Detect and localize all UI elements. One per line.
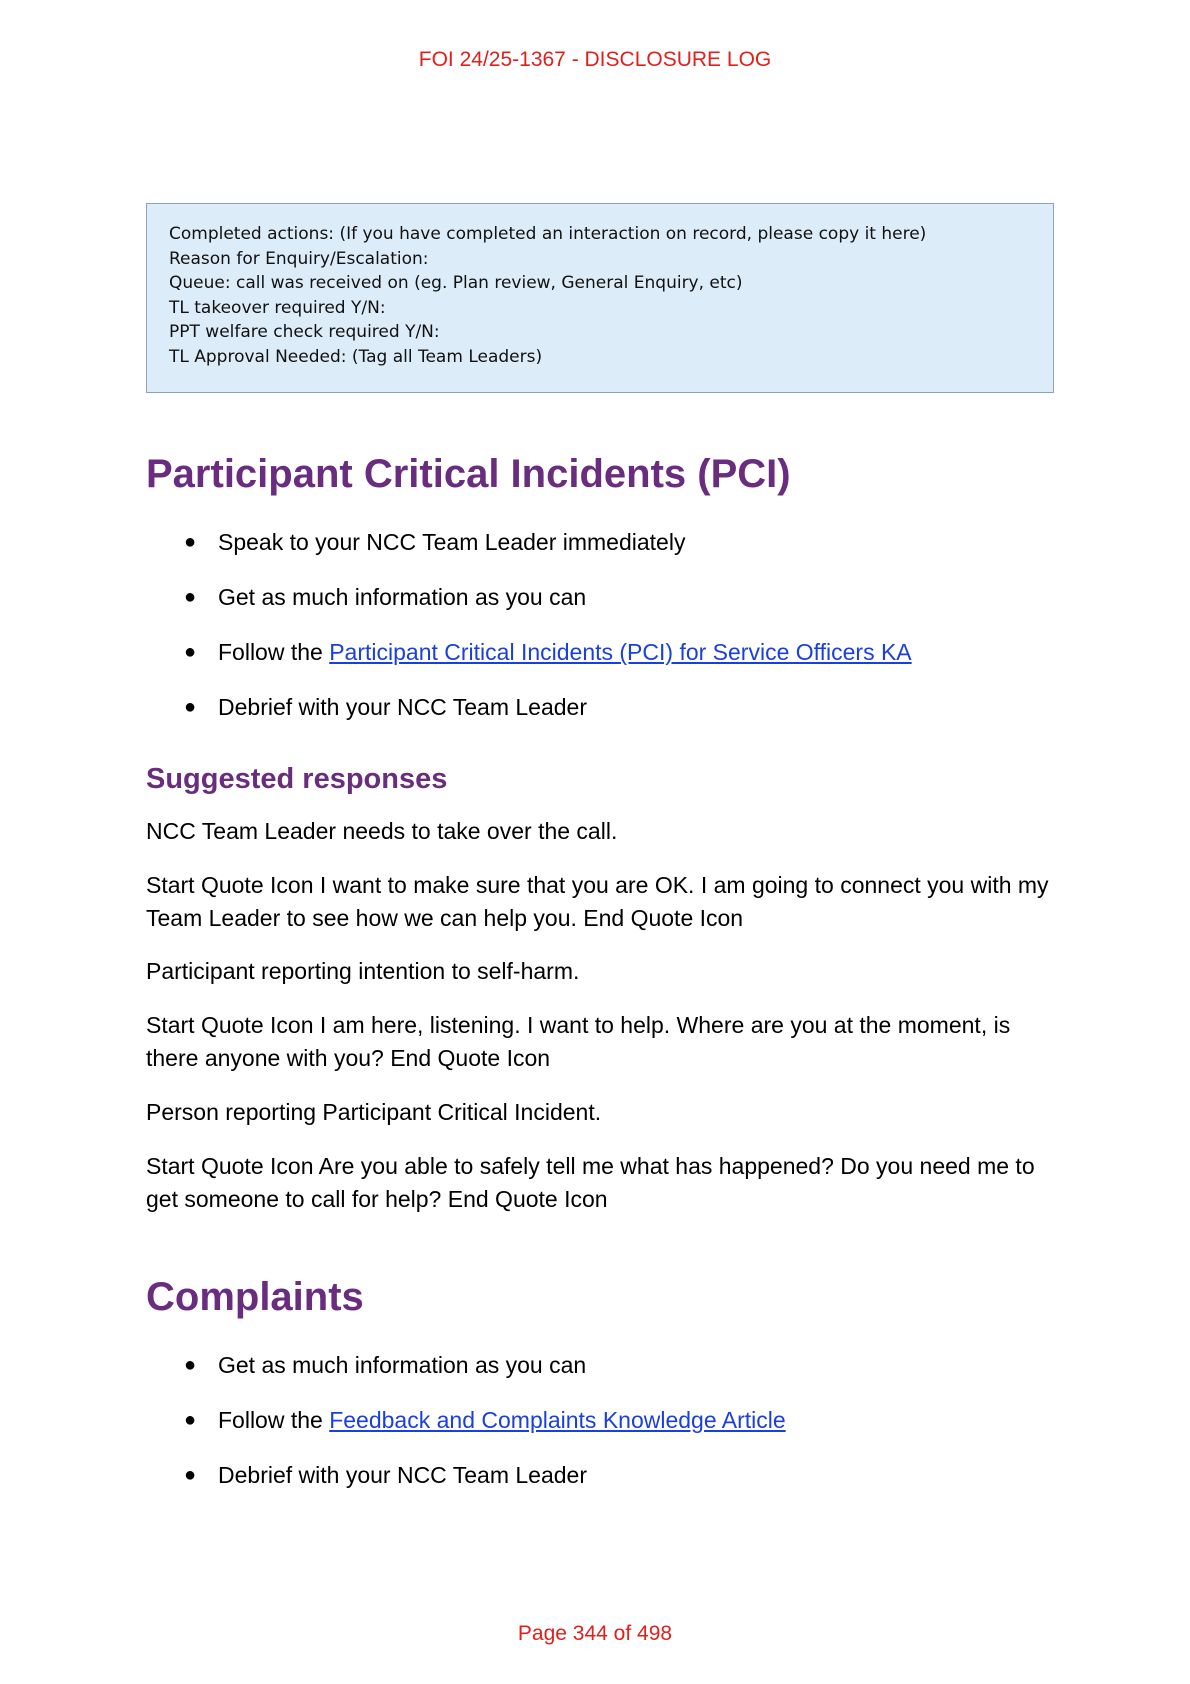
bullet-text: Get as much information as you can [218,584,587,610]
response-paragraph: Participant reporting intention to self-harm. [146,958,580,984]
response-paragraph: Start Quote Icon I want to make sure that you are OK. I am going to connect you with my Team Leader to see how we can help you. End Quote Icon [146,872,1049,931]
bullet-text: Speak to your NCC Team Leader immediately [218,529,686,555]
list-item [146,1460,786,1515]
template-line: Reason for Enquiry/Escalation: [169,248,429,269]
complaints-knowledge-article-link[interactable]: Feedback and Complaints Knowledge Article [329,1407,786,1433]
bullet-icon: ● [184,1409,197,1431]
response-paragraph: Start Quote Icon Are you able to safely tell me what has happened? Do you need me to get someone to call for help? End Quote Icon [146,1153,1035,1212]
template-line: TL takeover required Y/N: [169,297,386,318]
bullet-icon: ● [184,586,197,608]
suggested-responses-heading: Suggested responses [146,763,448,795]
bullet-icon: ● [184,1464,197,1486]
bullet-icon: ● [184,641,197,663]
list-item [146,1350,786,1405]
list-item [146,582,912,637]
bullet-icon: ● [184,531,197,553]
template-line: Queue: call was received on (eg. Plan review, General Enquiry, etc) [169,273,743,293]
bullet-text: Debrief with your NCC Team Leader [218,694,588,720]
template-line: PPT welfare check required Y/N: [169,322,440,342]
list-item [146,1405,786,1460]
complaints-heading: Complaints [146,1275,364,1319]
escalation-template-box [146,203,1054,393]
response-paragraph: NCC Team Leader needs to take over the call. [146,818,618,844]
bullet-text: Debrief with your NCC Team Leader [218,1462,588,1488]
page-number-footer: Page 344 of 498 [517,1622,673,1645]
bullet-icon: ● [184,696,197,718]
complaints-bullet-list [146,1350,786,1515]
template-line: Completed actions: (If you have completed an interaction on record, please copy it here) [169,224,927,244]
bullet-icon: ● [184,1354,197,1376]
list-item [146,527,912,582]
bullet-text: Get as much information as you can [218,1352,587,1378]
bullet-text: Follow the [218,1407,330,1433]
template-line: TL Approval Needed: (Tag all Team Leaders) [169,346,543,367]
pci-bullet-list [146,527,912,747]
response-paragraph: Start Quote Icon I am here, listening. I want to help. Where are you at the moment, is there anyone with you? End Quote Icon [146,1012,1011,1071]
bullet-text: Follow the [218,639,330,665]
list-item [146,637,912,692]
pci-knowledge-article-link[interactable]: Participant Critical Incidents (PCI) for Service Officers KA [329,639,912,665]
pci-heading: Participant Critical Incidents (PCI) [146,452,791,496]
response-paragraph: Person reporting Participant Critical Incident. [146,1099,602,1125]
list-item [146,692,912,747]
disclosure-log-header: FOI 24/25-1367 - DISCLOSURE LOG [418,48,772,71]
